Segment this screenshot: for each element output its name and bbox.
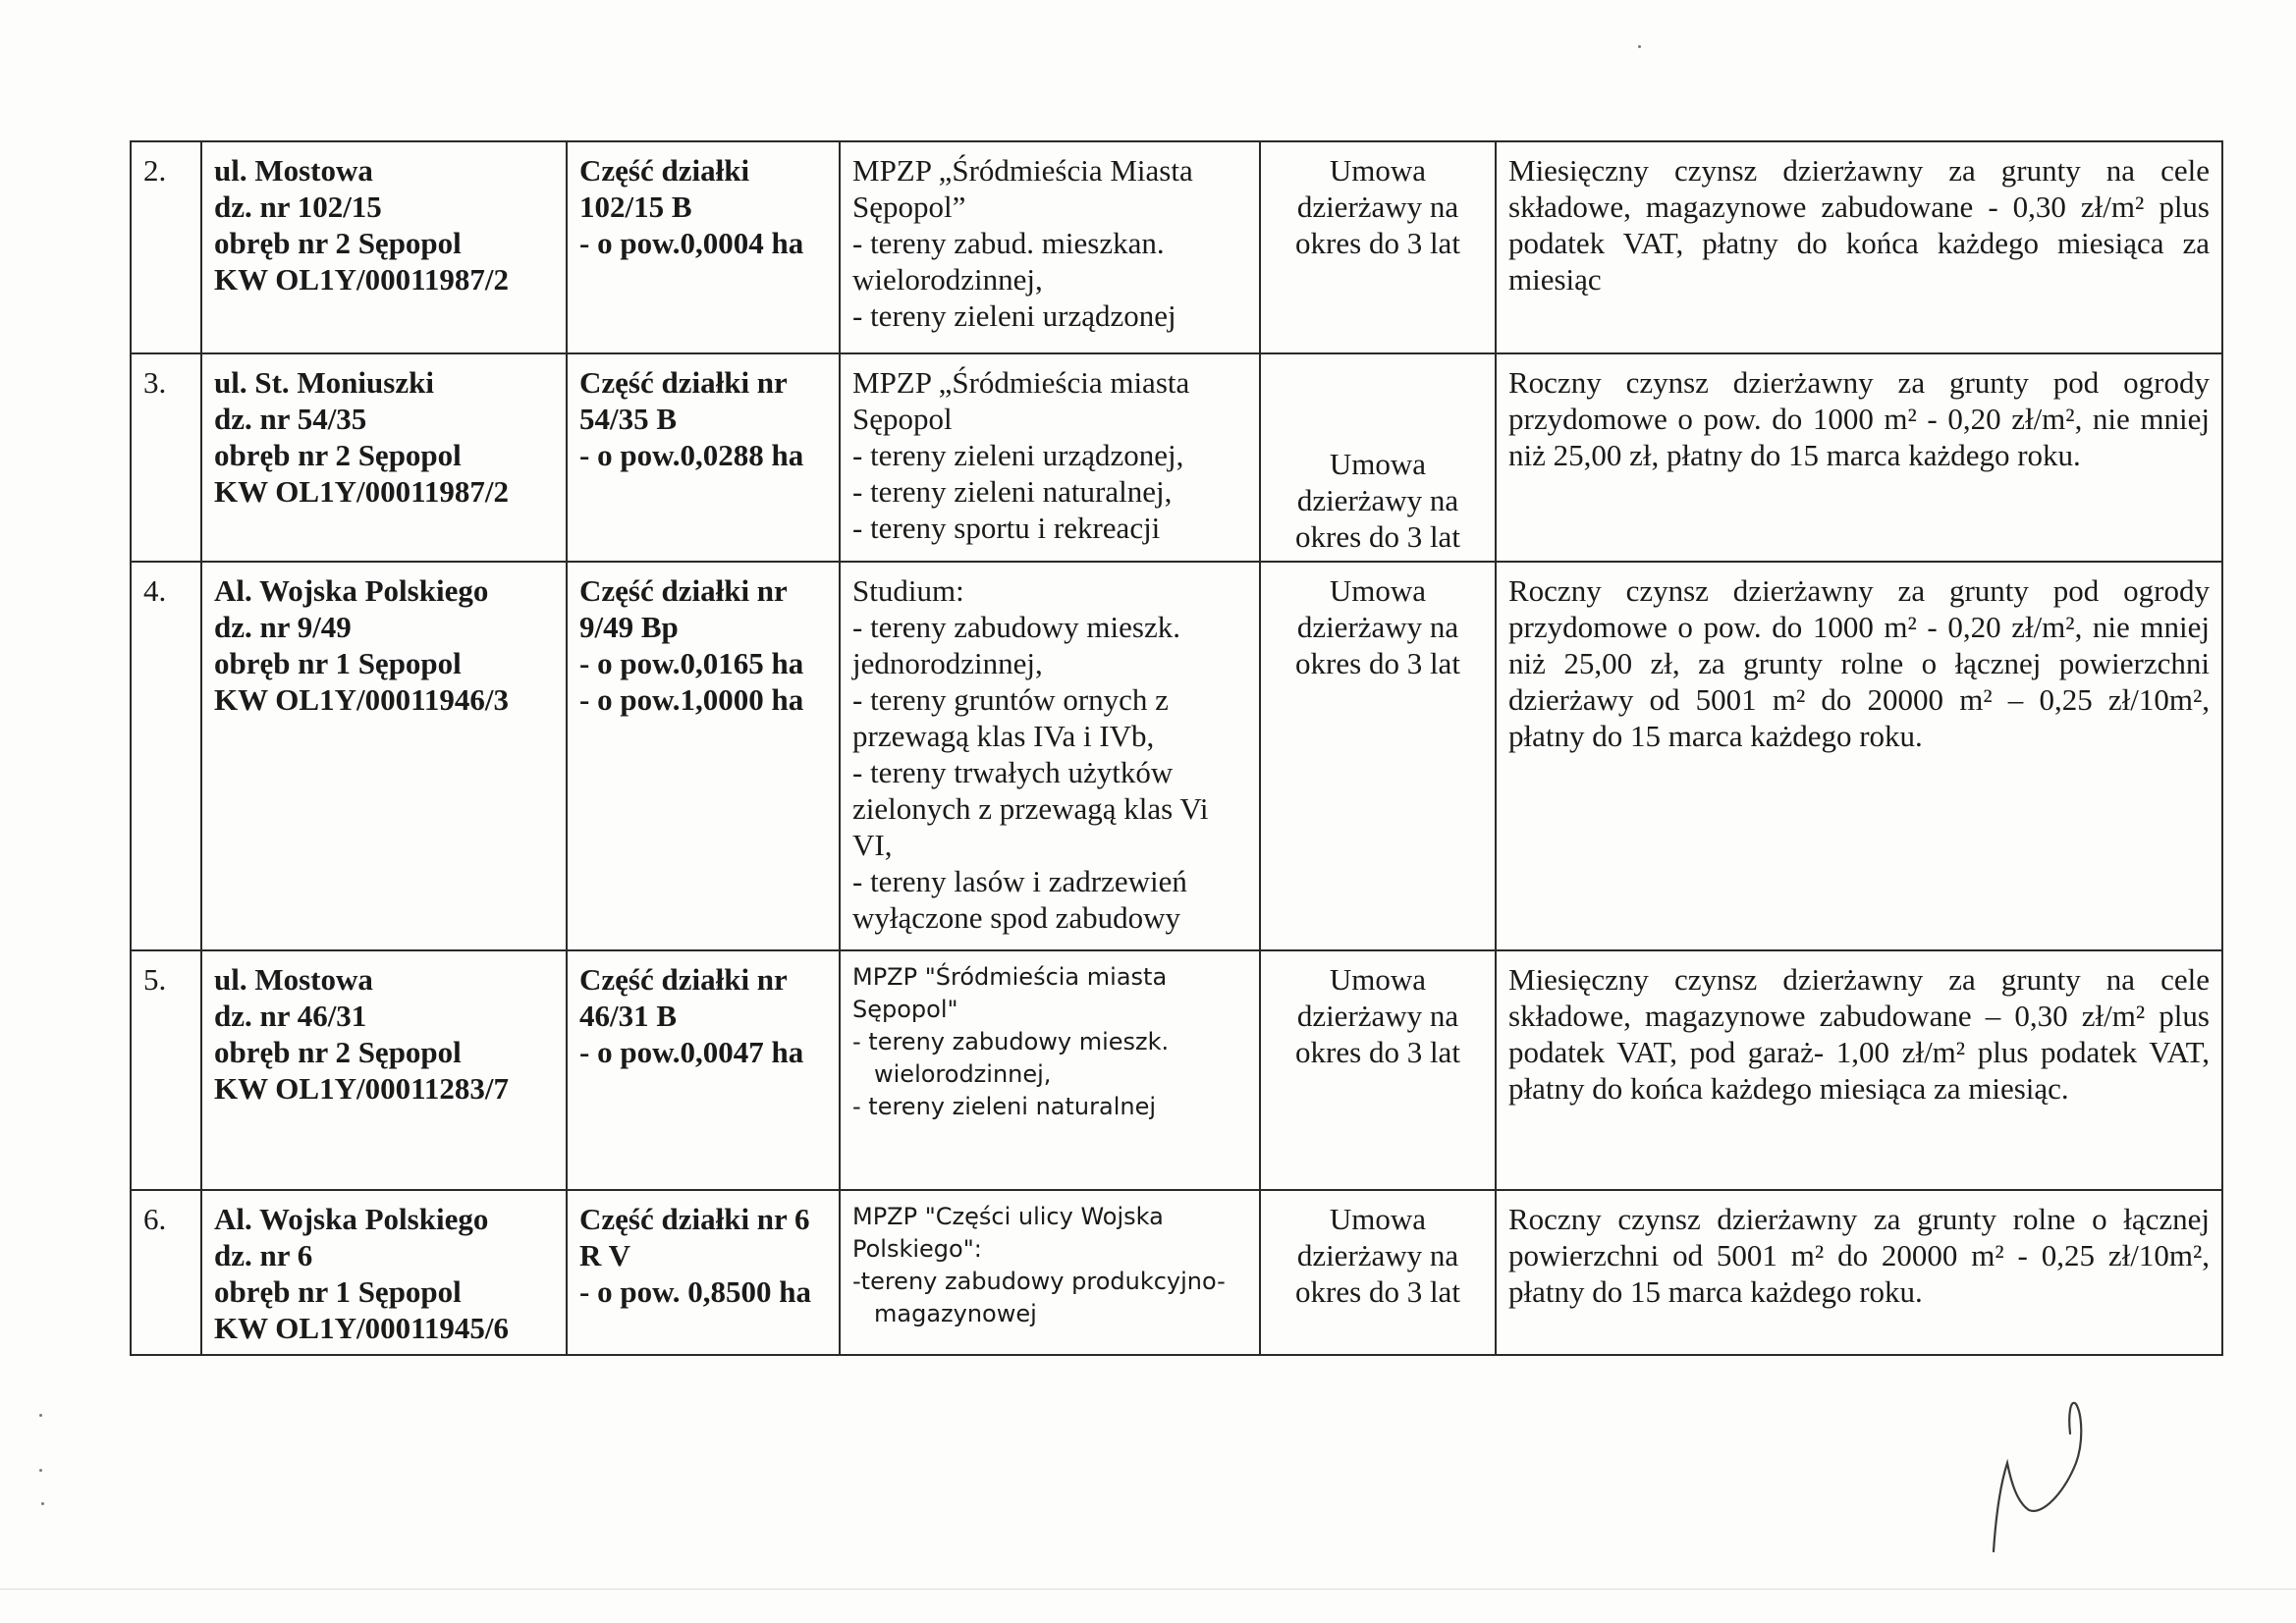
lease-type-line: dzierżawy na (1296, 483, 1459, 517)
street: ul. Mostowa (214, 153, 373, 188)
zoning-line: magazynowej (874, 1300, 1037, 1327)
lease-table (130, 140, 2223, 1356)
zoning-line: Studium: (852, 573, 964, 608)
table-row (131, 562, 2222, 950)
row-number: 3. (131, 353, 201, 562)
plot-area-line: - o pow.1,0000 ha (579, 682, 804, 717)
lease-type-cell (1260, 141, 1496, 353)
zoning-plan-cell (840, 1190, 1260, 1355)
zoning-line: - tereny zabudowy mieszk. jednorodzinnej, (852, 610, 1180, 680)
lease-type-line: Umowa (1329, 447, 1427, 481)
zoning-line: - tereny trwałych użytków zielonych z przewagą klas Vi VI, (852, 755, 1209, 862)
row-number: 5. (131, 950, 201, 1190)
street: Al. Wojska Polskiego (214, 573, 489, 608)
lease-type-line: okres do 3 lat (1295, 519, 1460, 554)
plot-part-line: 9/49 Bp (579, 610, 679, 644)
plot-number: dz. nr 54/35 (214, 402, 367, 436)
zoning-line: - tereny sportu i rekreacji (852, 511, 1161, 545)
lease-type-line: dzierżawy na (1296, 610, 1459, 644)
location-cell (201, 141, 567, 353)
location-cell (201, 562, 567, 950)
precinct: obręb nr 2 Sępopol (214, 226, 462, 260)
signature-mark (1974, 1394, 2102, 1561)
zoning-line: - tereny zieleni naturalnej (852, 1093, 1157, 1120)
plot-part-line: R V (579, 1238, 630, 1272)
lease-type-line: okres do 3 lat (1295, 646, 1460, 680)
scan-speck (1638, 45, 1641, 48)
lease-type-line: dzierżawy na (1296, 999, 1459, 1033)
precinct: obręb nr 1 Sępopol (214, 1274, 462, 1309)
row-number: 2. (131, 141, 201, 353)
lease-type-line: Umowa (1329, 1202, 1427, 1236)
table-row (131, 353, 2222, 562)
lease-type-line: Umowa (1329, 962, 1427, 997)
plot-number: dz. nr 102/15 (214, 189, 382, 224)
zoning-plan-cell (840, 141, 1260, 353)
table-row (131, 141, 2222, 353)
zoning-line: MPZP „Śródmieścia Miasta Sępopol” (852, 153, 1193, 224)
lease-type-line: okres do 3 lat (1295, 1035, 1460, 1069)
zoning-line: - tereny zabudowy mieszk. (852, 1028, 1170, 1055)
lease-type-cell (1260, 562, 1496, 950)
plot-part-cell (567, 141, 840, 353)
zoning-line: MPZP „Śródmieścia miasta Sępopol (852, 365, 1190, 436)
lease-type-line: okres do 3 lat (1295, 226, 1460, 260)
zoning-plan-cell (840, 950, 1260, 1190)
rent-cell: Miesięczny czynsz dzierżawny za grunty na cele składowe, magazynowe zabudowane - 0,30 zł/m² plus podatek VAT, płatny do końca każdego miesiąca za miesiąc (1496, 141, 2222, 353)
precinct: obręb nr 2 Sępopol (214, 1035, 462, 1069)
street: ul. Mostowa (214, 962, 373, 997)
zoning-line: -tereny zabudowy produkcyjno- (852, 1268, 1226, 1295)
plot-area-line: - o pow.0,0288 ha (579, 438, 804, 472)
zoning-line: - tereny zieleni urządzonej, (852, 438, 1184, 472)
plot-part-line: 102/15 B (579, 189, 692, 224)
plot-area-line: - o pow.0,0165 ha (579, 646, 804, 680)
zoning-line: - tereny gruntów ornych z przewagą klas IVa i IVb, (852, 682, 1169, 753)
street: ul. St. Moniuszki (214, 365, 434, 400)
zoning-line: MPZP "Części ulicy Wojska Polskiego": (852, 1203, 1164, 1263)
location-cell (201, 1190, 567, 1355)
plot-part-cell (567, 1190, 840, 1355)
zoning-line: MPZP "Śródmieścia miasta Sępopol" (852, 963, 1168, 1023)
zoning-line: - tereny lasów i zadrzewień wyłączone spod zabudowy (852, 864, 1187, 935)
street: Al. Wojska Polskiego (214, 1202, 489, 1236)
table-row (131, 1190, 2222, 1355)
zoning-line: wielorodzinnej, (874, 1060, 1052, 1088)
zoning-line: - tereny zabud. mieszkan. wielorodzinnej, (852, 226, 1165, 297)
table-row (131, 950, 2222, 1190)
lease-type-line: Umowa (1329, 153, 1427, 188)
rent-cell: Miesięczny czynsz dzierżawny za grunty na cele składowe, magazynowe zabudowane – 0,30 zł/m² plus podatek VAT, pod garaż- 1,00 zł/m² plus podatek VAT, płatny do końca każdego miesiąca za miesiąc. (1496, 950, 2222, 1190)
rent-cell: Roczny czynsz dzierżawny za grunty rolne o łącznej powierzchni od 5001 m² do 20000 m² - 0,25 zł/10m², płatny do 15 marca każdego roku. (1496, 1190, 2222, 1355)
lease-type-cell (1260, 1190, 1496, 1355)
scan-speck (39, 1414, 42, 1417)
precinct: obręb nr 2 Sępopol (214, 438, 462, 472)
rent-cell: Roczny czynsz dzierżawny za grunty pod ogrody przydomowe o pow. do 1000 m² - 0,20 zł/m², nie mniej niż 25,00 zł, za grunty rolne o łącznej powierzchni dzierżawy od 5001 m² do 20000 m² – 0,25 zł/10m², płatny do 15 marca każdego roku. (1496, 562, 2222, 950)
plot-number: dz. nr 46/31 (214, 999, 367, 1033)
land-register: KW OL1Y/00011987/2 (214, 262, 509, 297)
plot-part-line: Część działki (579, 153, 750, 188)
plot-part-line: Część działki nr (579, 962, 788, 997)
plot-part-line: Część działki nr 6 (579, 1202, 810, 1236)
row-number: 4. (131, 562, 201, 950)
zoning-plan-cell (840, 562, 1260, 950)
lease-type-cell (1260, 353, 1496, 562)
plot-part-line: Część działki nr (579, 573, 788, 608)
plot-number: dz. nr 6 (214, 1238, 313, 1272)
location-cell (201, 950, 567, 1190)
row-number: 6. (131, 1190, 201, 1355)
plot-part-line: 46/31 B (579, 999, 678, 1033)
zoning-line: - tereny zieleni naturalnej, (852, 474, 1173, 509)
scan-edge-line (0, 1589, 2296, 1590)
zoning-line: - tereny zieleni urządzonej (852, 298, 1176, 333)
land-register: KW OL1Y/00011945/6 (214, 1311, 509, 1345)
land-register: KW OL1Y/00011946/3 (214, 682, 509, 717)
plot-part-line: Część działki nr (579, 365, 788, 400)
lease-type-line: dzierżawy na (1296, 1238, 1459, 1272)
lease-type-line: Umowa (1329, 573, 1427, 608)
plot-part-line: 54/35 B (579, 402, 678, 436)
scan-speck (41, 1502, 44, 1505)
plot-area-line: - o pow.0,0047 ha (579, 1035, 804, 1069)
location-cell (201, 353, 567, 562)
plot-part-cell (567, 950, 840, 1190)
plot-part-cell (567, 353, 840, 562)
lease-type-line: okres do 3 lat (1295, 1274, 1460, 1309)
plot-number: dz. nr 9/49 (214, 610, 352, 644)
land-register: KW OL1Y/00011283/7 (214, 1071, 509, 1106)
rent-cell: Roczny czynsz dzierżawny za grunty pod ogrody przydomowe o pow. do 1000 m² - 0,20 zł/m², nie mniej niż 25,00 zł, płatny do 15 marca każdego roku. (1496, 353, 2222, 562)
land-register: KW OL1Y/00011987/2 (214, 474, 509, 509)
lease-type-line: dzierżawy na (1296, 189, 1459, 224)
plot-area-line: - o pow. 0,8500 ha (579, 1274, 811, 1309)
scan-speck (39, 1469, 42, 1472)
plot-area-line: - o pow.0,0004 ha (579, 226, 804, 260)
plot-part-cell (567, 562, 840, 950)
lease-type-cell (1260, 950, 1496, 1190)
zoning-plan-cell (840, 353, 1260, 562)
precinct: obręb nr 1 Sępopol (214, 646, 462, 680)
